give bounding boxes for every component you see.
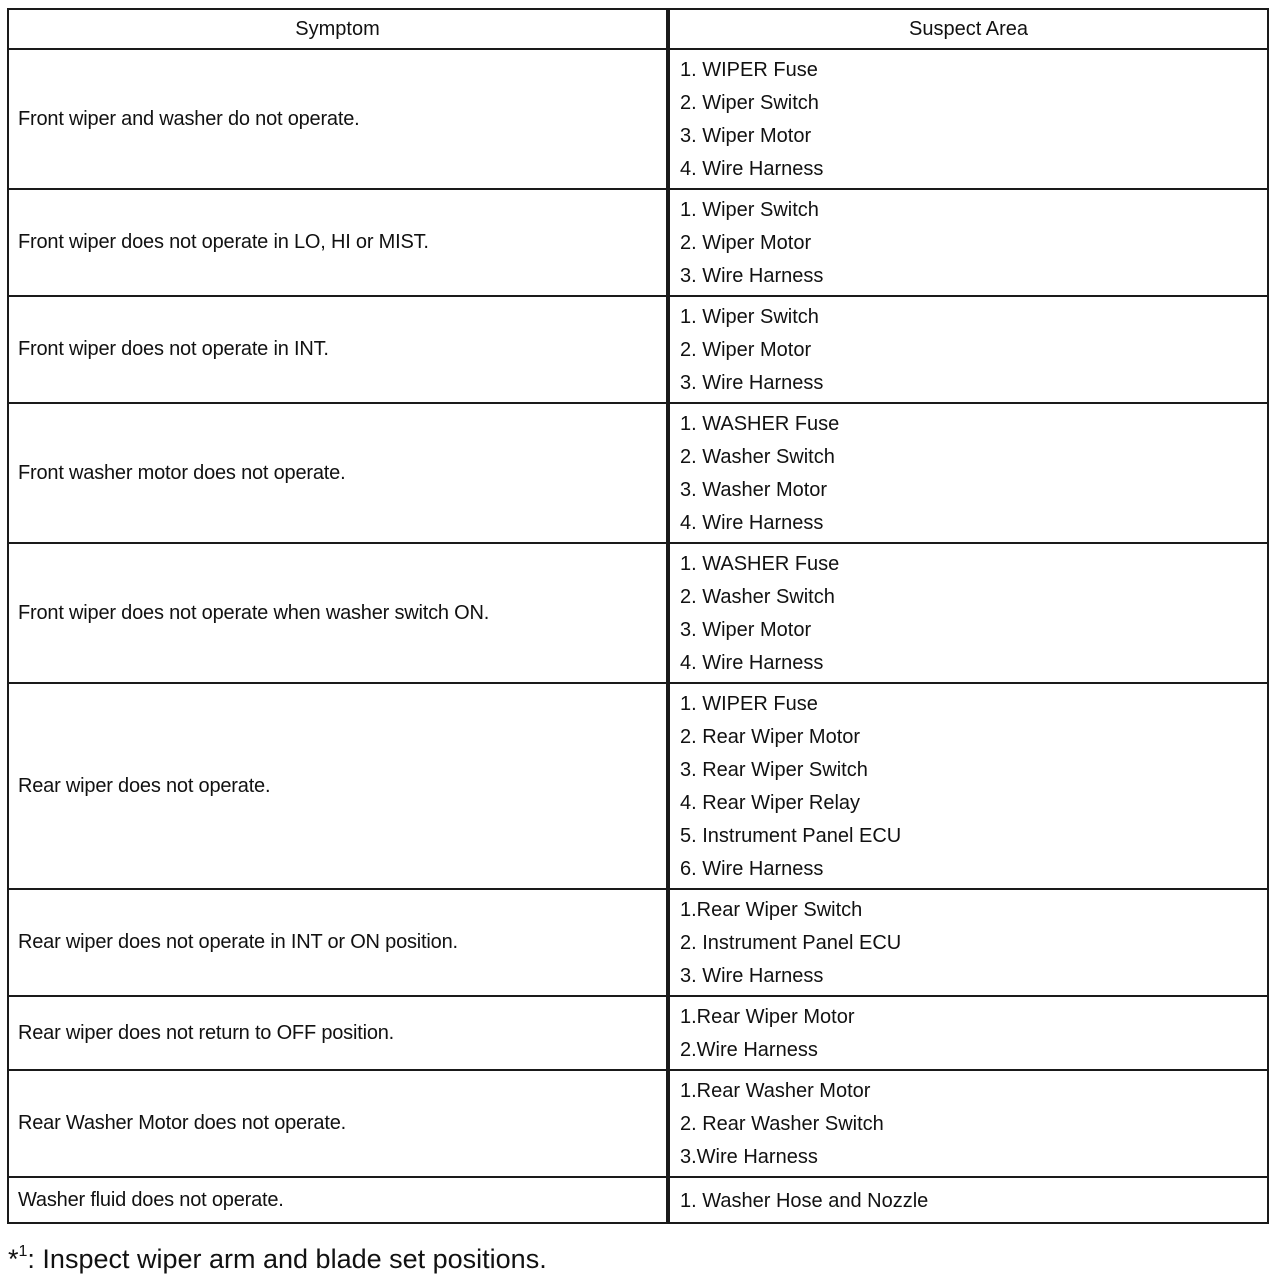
list-item: 1. Washer Hose and Nozzle xyxy=(680,1190,929,1212)
table-row xyxy=(8,189,1268,296)
symptom-cell: Washer fluid does not operate. xyxy=(8,1177,668,1223)
suspect-area-cell xyxy=(668,543,1268,683)
list-item: 2. Wiper Motor xyxy=(680,232,812,254)
list-item: 1. WIPER Fuse xyxy=(680,693,818,715)
table-row xyxy=(8,403,1268,543)
symptom-cell: Rear wiper does not return to OFF position. xyxy=(8,996,668,1070)
suspect-area-cell xyxy=(668,1177,1268,1223)
suspect-area-list xyxy=(680,408,1267,540)
suspect-area-cell xyxy=(668,889,1268,996)
table-row xyxy=(8,889,1268,996)
list-item: 2. Washer Switch xyxy=(680,446,835,468)
suspect-area-cell xyxy=(668,1070,1268,1177)
list-item: 2. Washer Switch xyxy=(680,586,835,608)
symptom-cell: Front wiper and washer do not operate. xyxy=(8,49,668,189)
symptom-cell: Rear wiper does not operate. xyxy=(8,683,668,889)
list-item: 2. Wiper Switch xyxy=(680,92,819,114)
suspect-area-list xyxy=(680,194,1267,293)
list-item: 2. Rear Washer Switch xyxy=(680,1113,884,1135)
table-row xyxy=(8,996,1268,1070)
list-item: 4. Rear Wiper Relay xyxy=(680,792,861,814)
list-item: 4. Wire Harness xyxy=(680,512,824,534)
list-item: 3. Wire Harness xyxy=(680,965,824,987)
symptom-cell: Front wiper does not operate when washer switch ON. xyxy=(8,543,668,683)
list-item: 4. Wire Harness xyxy=(680,652,824,674)
footnote xyxy=(8,1243,547,1275)
list-item: 1.Rear Wiper Switch xyxy=(680,899,863,921)
suspect-area-list xyxy=(680,1186,1267,1216)
header-suspect-area: Suspect Area xyxy=(668,9,1268,49)
list-item: 3. Wiper Motor xyxy=(680,619,812,641)
symptom-table xyxy=(7,8,1269,1224)
suspect-area-cell xyxy=(668,403,1268,543)
list-item: 2. Wiper Motor xyxy=(680,339,812,361)
list-item: 1. WASHER Fuse xyxy=(680,553,840,575)
list-item: 2.Wire Harness xyxy=(680,1039,818,1061)
symptom-cell: Front wiper does not operate in LO, HI or MIST. xyxy=(8,189,668,296)
list-item: 1. Wiper Switch xyxy=(680,199,819,221)
table-header-row xyxy=(8,9,1268,49)
suspect-area-cell xyxy=(668,189,1268,296)
suspect-area-list xyxy=(680,54,1267,186)
list-item: 6. Wire Harness xyxy=(680,858,824,880)
suspect-area-list xyxy=(680,548,1267,680)
list-item: 4. Wire Harness xyxy=(680,158,824,180)
symptom-cell: Front wiper does not operate in INT. xyxy=(8,296,668,403)
list-item: 1.Rear Wiper Motor xyxy=(680,1006,855,1028)
list-item: 1. WASHER Fuse xyxy=(680,413,840,435)
list-item: 2. Instrument Panel ECU xyxy=(680,932,902,954)
table-row xyxy=(8,49,1268,189)
footnote-marker: * xyxy=(8,1244,19,1274)
table-row xyxy=(8,543,1268,683)
symptom-cell: Rear Washer Motor does not operate. xyxy=(8,1070,668,1177)
symptom-cell: Front washer motor does not operate. xyxy=(8,403,668,543)
symptom-cell: Rear wiper does not operate in INT or ON position. xyxy=(8,889,668,996)
table-row xyxy=(8,1177,1268,1223)
list-item: 1. WIPER Fuse xyxy=(680,59,818,81)
list-item: 3. Wiper Motor xyxy=(680,125,812,147)
list-item: 3. Rear Wiper Switch xyxy=(680,759,868,781)
header-symptom: Symptom xyxy=(8,9,668,49)
table-row xyxy=(8,683,1268,889)
suspect-area-list xyxy=(680,688,1267,886)
footnote-text: : Inspect wiper arm and blade set positions. xyxy=(27,1244,547,1274)
suspect-area-cell xyxy=(668,296,1268,403)
list-item: 1. Wiper Switch xyxy=(680,306,819,328)
list-item: 2. Rear Wiper Motor xyxy=(680,726,861,748)
table-row xyxy=(8,1070,1268,1177)
list-item: 1.Rear Washer Motor xyxy=(680,1080,871,1102)
list-item: 3.Wire Harness xyxy=(680,1146,818,1168)
table-row xyxy=(8,296,1268,403)
list-item: 3. Washer Motor xyxy=(680,479,828,501)
suspect-area-list xyxy=(680,301,1267,400)
suspect-area-list xyxy=(680,1075,1267,1174)
list-item: 3. Wire Harness xyxy=(680,265,824,287)
footnote-superscript: 1 xyxy=(18,1243,28,1260)
list-item: 3. Wire Harness xyxy=(680,372,824,394)
suspect-area-cell xyxy=(668,683,1268,889)
list-item: 5. Instrument Panel ECU xyxy=(680,825,902,847)
suspect-area-cell xyxy=(668,49,1268,189)
suspect-area-list xyxy=(680,894,1267,993)
suspect-area-cell xyxy=(668,996,1268,1070)
suspect-area-list xyxy=(680,1001,1267,1067)
